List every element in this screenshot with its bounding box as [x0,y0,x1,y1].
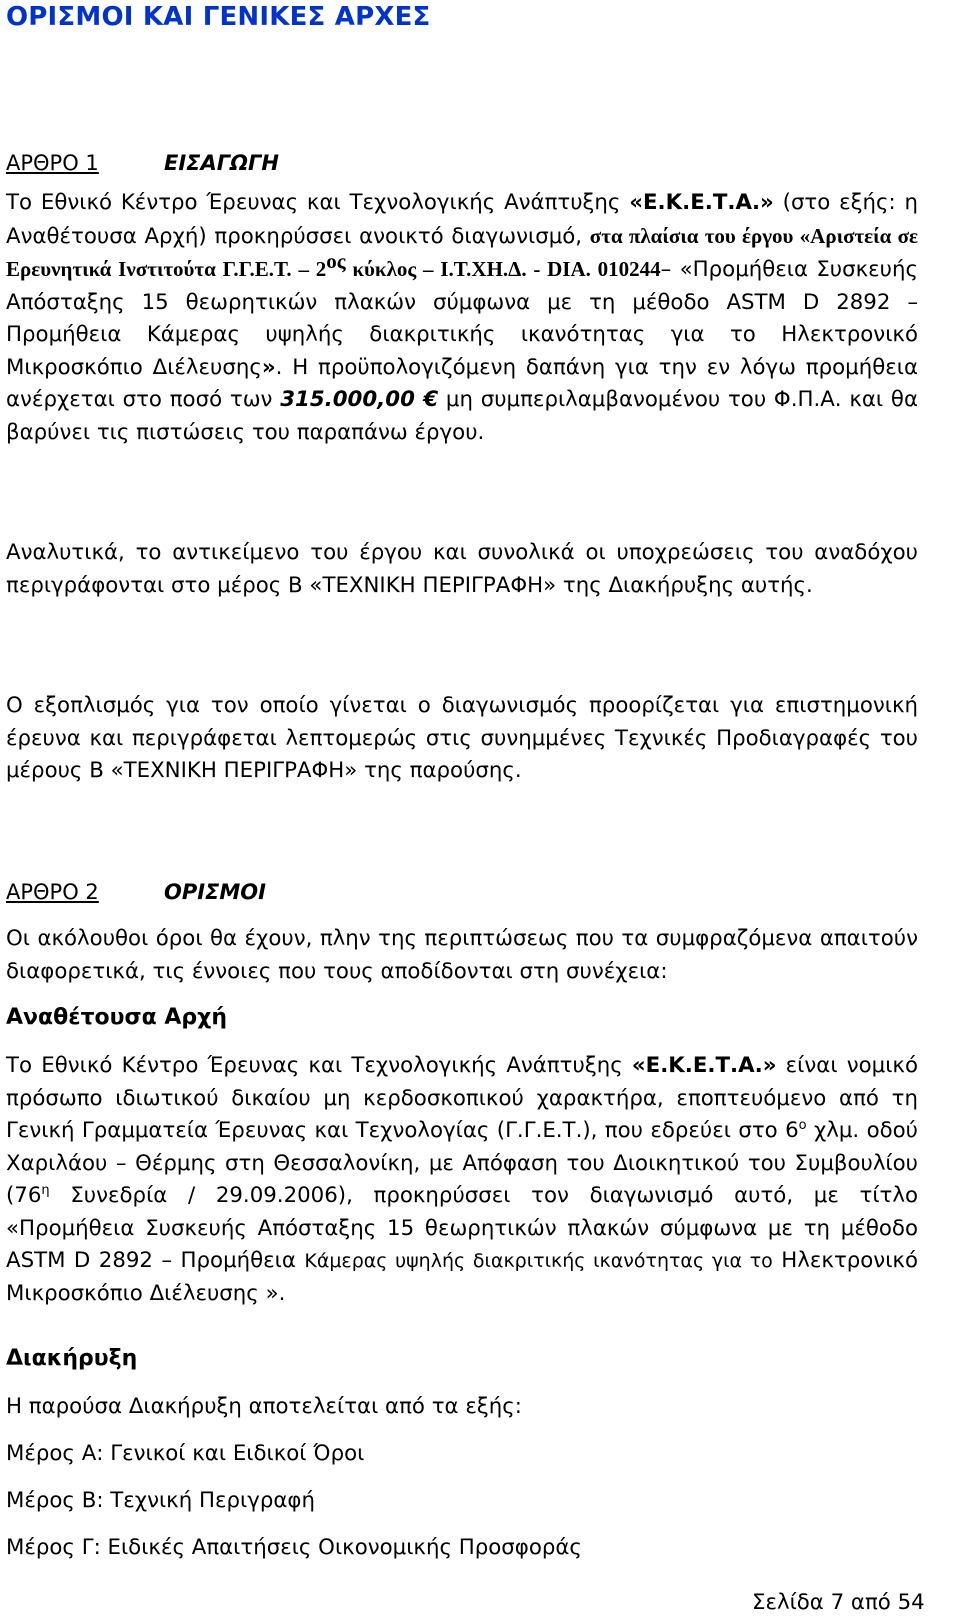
declaration-intro: Η παρούσα Διακήρυξη αποτελείται από τα εξής: [6,1394,522,1419]
article-1-paragraph-2: Αναλυτικά, το αντικείμενο του έργου και συνολικά οι υποχρεώσεις του αναδόχου περιγράφονται στο μέρος Β «ΤΕΧΝΙΚΗ ΠΕΡΙΓΡΑΦΗ» της Διακήρυξης αυτής. [6,540,918,598]
definition-heading-contracting-authority: Αναθέτουσα Αρχή [6,1005,228,1030]
project-title: στα πλαίσια του έργου «Αριστεία σε Ερευνητικά Ινστιτούτα Γ.Γ.Ε.Τ. – 2 [6,223,918,281]
article-1-paragraph-3: Ο εξοπλισμός για τον οποίο γίνεται ο διαγωνισμός προορίζεται για επιστημονική έρευνα και περιγράφεται λεπτομερώς στις συνημμένες Τεχνικές Προδιαγραφές του μέρους Β «ΤΕΧΝΙΚΗ ΠΕΡΙΓΡΑΦΗ» της παρούσης. [6,693,918,783]
definition-heading-declaration: Διακήρυξη [6,1346,138,1371]
article-2-heading [6,879,266,905]
declaration-part-b: Μέρος Β: Τεχνική Περιγραφή [6,1488,315,1513]
page-number: Σελίδα 7 από 54 [752,1590,925,1615]
org-acronym: «Ε.Κ.Ε.Τ.Α.» [629,190,774,215]
article-1-name: ΕΙΣΑΓΩΓΗ [164,151,279,175]
article-1-number: ΑΡΘΡΟ 1 [6,151,99,175]
budget-amount: 315.000,00 € [280,387,439,412]
definition-contracting-authority: Το Εθνικό Κέντρο Έρευνας και Τεχνολογικής Ανάπτυξης «Ε.Κ.Ε.Τ.Α.» είναι νομικό πρόσωπο ιδιωτικού δικαίου μη κερδοσκοπικού χαρακτήρα, εποπτευόμενο από τη Γενική Γραμματεία Έρευνας και Τεχνολογίας (Γ.Γ.Ε.Τ.), που εδρεύει στο $6^o$ χλμ. οδού Χαριλάου – Θέρμης στη Θεσσαλονίκη, με Απόφαση του Διοικητικού του Συμβουλίου ($76^\eta$ Συνεδρία / 29.09.2006), προκηρύσσει τον διαγωνισμό αυτό, με τίτλο «Προμήθεια Συσκευής Απόσταξης 15 θεωρητικών πλακών σύμφωνα με τη μέθοδο ASTM D 2892 – Προμήθεια Κάμερας υψηλής διακριτικής ικανότητας για το Ηλεκτρονικό Μικροσκόπιο Διέλευσης ». [6,1053,918,1306]
page-title: ΟΡΙΣΜΟΙ ΚΑΙ ΓΕΝΙΚΕΣ ΑΡΧΕΣ [6,2,431,32]
article-1-paragraph-1: Το Εθνικό Κέντρο Έρευνας και Τεχνολογικής Ανάπτυξης «Ε.Κ.Ε.Τ.Α.» (στο εξής: η Αναθέτουσα Αρχή) προκηρύσσει ανοικτό διαγωνισμό, στα πλαίσια του έργου «Αριστεία σε Ερευνητικά Ινστιτούτα Γ.Γ.Ε.Τ. – $2^{o\varsigma}$ κύκλος – Ι.Τ.ΧΗ.Δ. - DIA. 010244– «Προμήθεια Συσκευής Απόσταξης 15 θεωρητικών πλακών σύμφωνα με τη μέθοδο ASTM D 2892 – Προμήθεια Κάμερας υψηλής διακριτικής ικανότητας για το Ηλεκτρονικό Μικροσκόπιο Διέλευσης». Η προϋπολογιζόμενη δαπάνη για την εν λόγω προμήθεια ανέρχεται στο ποσό των 315.000,00 € μη συμπεριλαμβανομένου του Φ.Π.Α. και θα βαρύνει τις πιστώσεις του παραπάνω έργου. [6,190,918,445]
article-2-number: ΑΡΘΡΟ 2 [6,880,99,904]
article-2-intro: Οι ακόλουθοι όροι θα έχουν, πλην της περιπτώσεως που τα συμφραζόμενα απαιτούν διαφορετικά, τις έννοιες που τους αποδίδονται στη συνέχεια: [6,926,918,984]
article-2-name: ΟΡΙΣΜΟΙ [164,880,266,904]
declaration-part-c: Μέρος Γ: Ειδικές Απαιτήσεις Οικονομικής Προσφοράς [6,1535,582,1560]
declaration-part-a: Μέρος Α: Γενικοί και Ειδικοί Όροι [6,1441,365,1466]
article-1-heading [6,150,279,176]
